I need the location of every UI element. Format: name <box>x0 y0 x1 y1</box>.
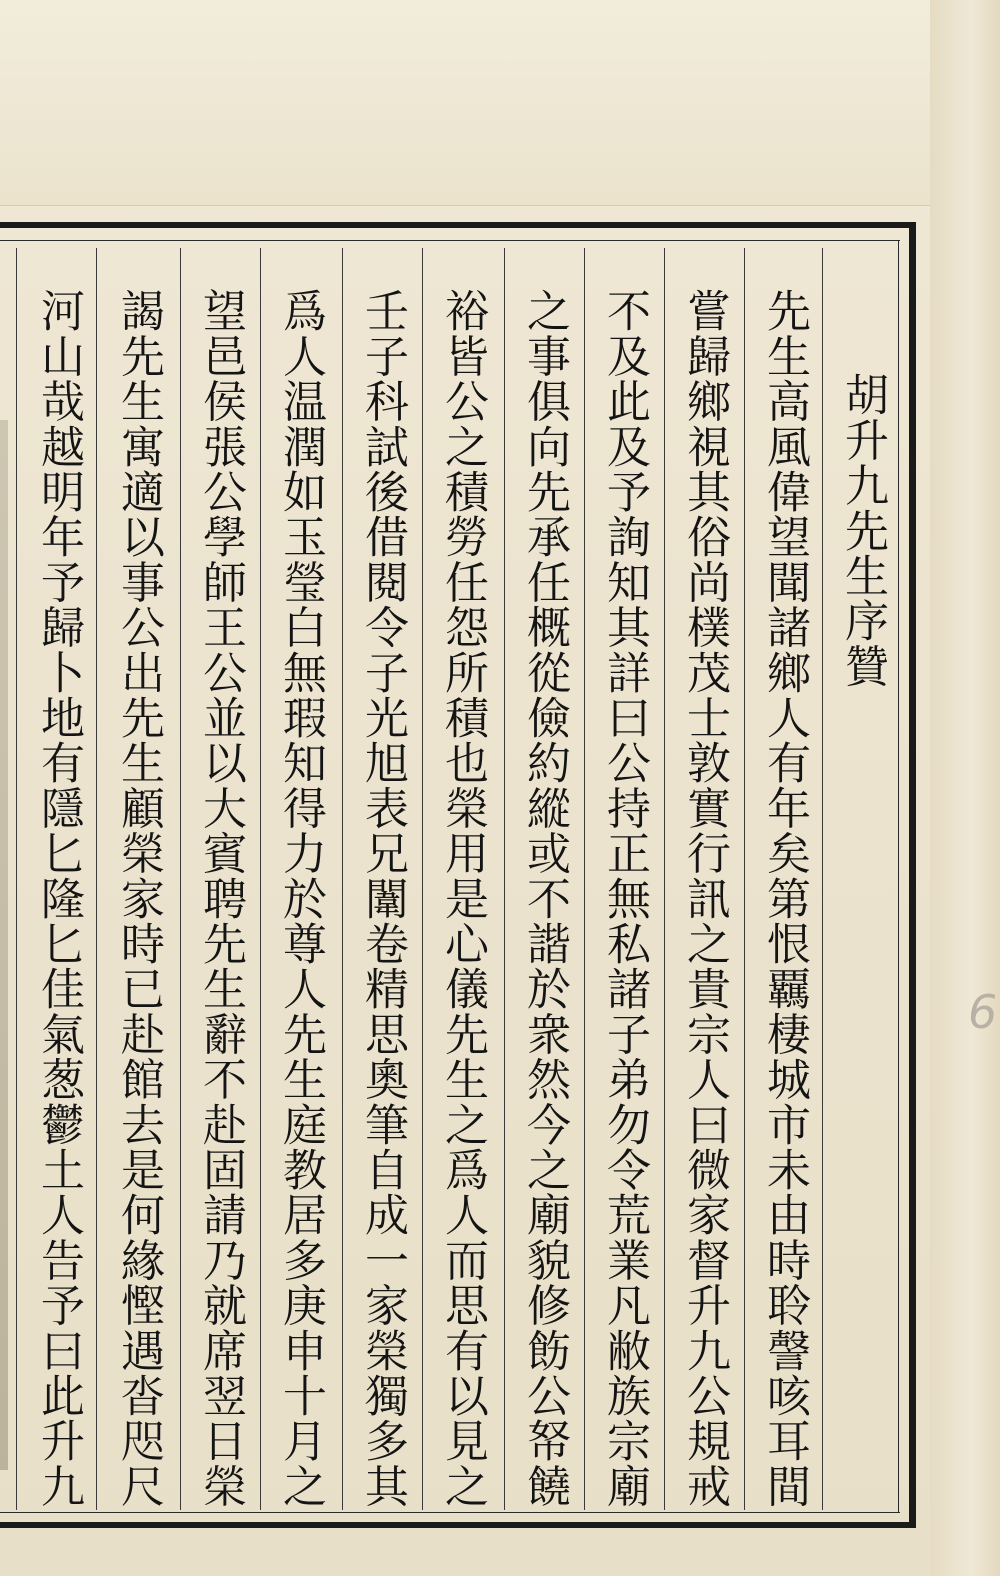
text-column-3: 不及此及予詢知其詳曰公持正無私諸子弟勿令荒業凡敝族宗廟 <box>599 288 650 1509</box>
text-column-7: 爲人温潤如玉瑩白無瑕知得力於尊人先生庭教居多庚申十月之 <box>275 288 326 1509</box>
inner-rule-top <box>0 240 900 241</box>
text-column-6: 壬子科試後借閱令子光旭表兄闈卷精思奧筆自成一家榮獨多其 <box>357 288 408 1509</box>
text-column-1: 先生高風偉望聞諸鄉人有年矣第恨覊棲城市未由時聆謦咳耳間 <box>759 288 810 1509</box>
column-rule <box>584 248 585 1510</box>
text-column-8: 望邑侯張公學師王公並以大賓聘先生辭不赴固請乃就席翌日榮 <box>195 288 246 1509</box>
column-rule <box>260 248 261 1510</box>
column-rule <box>744 248 745 1510</box>
column-rule <box>822 248 823 1510</box>
text-column-2: 嘗歸鄉視其俗尚樸茂士敦實行訊之貴宗人曰微家督升九公規戒 <box>679 288 730 1509</box>
column-rule <box>664 248 665 1510</box>
text-column-10: 河山哉越明年予歸卜地有隱匕隆匕佳氣葱鬱土人告予曰此升九 <box>33 288 84 1509</box>
page-title: 胡升九先生序贊 <box>837 372 888 689</box>
folded-top-margin <box>0 0 1000 206</box>
column-rule <box>180 248 181 1510</box>
column-rule <box>422 248 423 1510</box>
column-rule <box>16 248 17 1510</box>
text-column-4: 之事俱向先承任概從儉約縱或不諧於衆然今之廟貌修飭公帑饒 <box>519 288 570 1509</box>
text-column-5: 裕皆公之積勞任怨所積也榮用是心儀先生之爲人而思有以見之 <box>437 288 488 1509</box>
column-rule <box>96 248 97 1510</box>
text-column-9: 謁先生寓適以事公出先生顧榮家時已赴館去是何緣慳遇沓咫尺 <box>113 288 164 1509</box>
margin-pencil-mark: 6 <box>968 985 998 1039</box>
column-rule <box>504 248 505 1510</box>
inner-rule-right <box>898 240 899 1512</box>
inner-rule-bottom <box>0 1512 900 1513</box>
column-rule <box>342 248 343 1510</box>
right-page-margin <box>930 0 1000 1576</box>
